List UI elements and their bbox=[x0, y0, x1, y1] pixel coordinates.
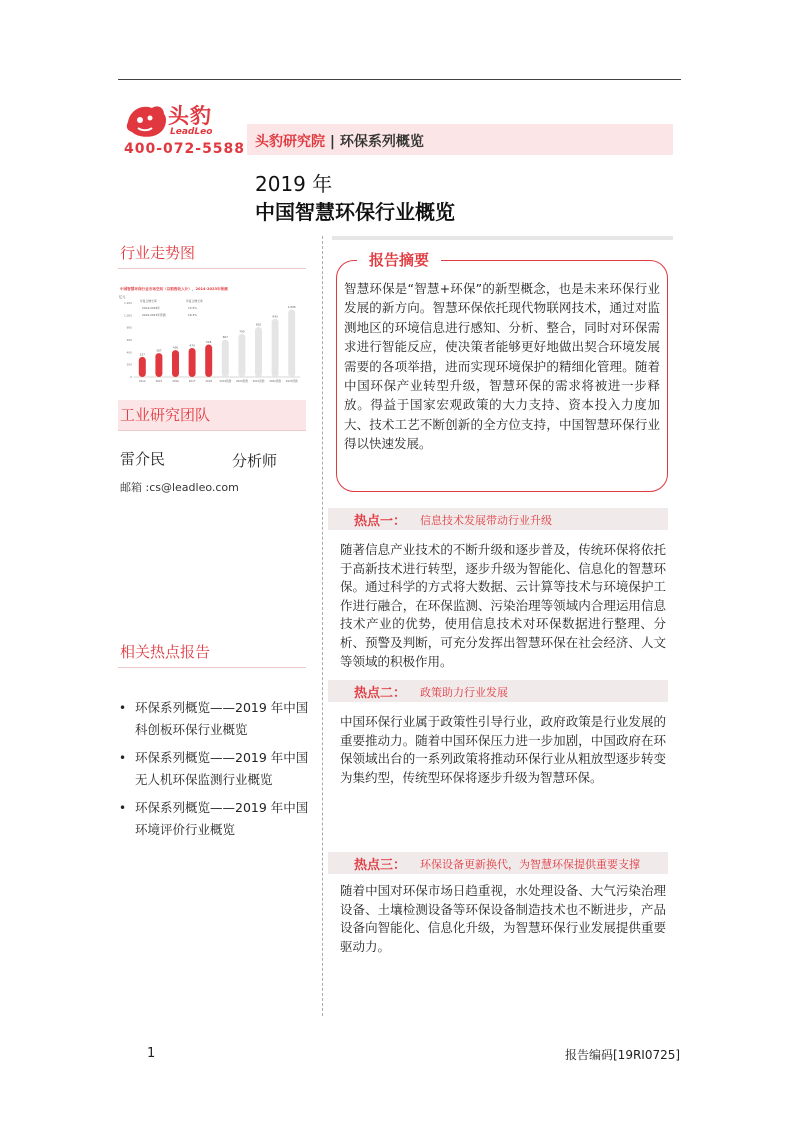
hotspot-marker-icon bbox=[332, 513, 344, 525]
bar-value-label: 810 bbox=[255, 322, 262, 327]
bar-value-label: 436 bbox=[172, 345, 179, 350]
x-tick-label: 2023预测 bbox=[285, 380, 298, 383]
bullet: • bbox=[119, 701, 127, 715]
chart-bar bbox=[139, 357, 146, 377]
y-tick-label: 1,000 bbox=[123, 313, 132, 318]
chart-bar bbox=[189, 348, 196, 377]
cagr-header: 年复合增长率 bbox=[186, 299, 203, 303]
hotspot-3-subtitle: 环保设备更新换代，为智慧环保提供重要支撑 bbox=[420, 858, 640, 871]
hotspot-1-body: 随著信息产业技术的不断升级和逐步普及，传统环保将依托于高新技术进行转型，逐步升级为智能化、信息化的智慧环保。通过科学的方式将大数据、云计算等技术与环境保护工作进行融合，在环保监测、污染治理等领域内合理运用信息技术产业的优势，使用信息技术对环保数据进行整理、分析、预警及判断，可充分发挥出智慧环保在社会经济、人文等领域的积极作用。 bbox=[340, 542, 666, 669]
cagr-row-label: 2019-2023年预测 bbox=[142, 313, 166, 317]
team-heading: 工业研究团队 bbox=[118, 400, 306, 431]
bar-value-label: 943 bbox=[272, 314, 278, 319]
y-tick-label: 1,200 bbox=[123, 301, 132, 305]
banner-text bbox=[255, 131, 424, 151]
cagr-row-label: 2014-2018年 bbox=[142, 306, 161, 310]
bar-value-label: 327 bbox=[139, 352, 145, 357]
related-report-item[interactable]: • 环保系列概览——2019 年中国科创板环保行业概览 bbox=[118, 697, 318, 741]
bar-value-label: 528 bbox=[206, 339, 212, 344]
report-title: 中国智慧环保行业概览 bbox=[255, 200, 455, 224]
hotspot-1-header bbox=[328, 508, 668, 530]
bar-value-label: 470 bbox=[189, 343, 195, 348]
bar-value-label: 700 bbox=[239, 329, 245, 334]
hotspot-3-body: 随着中国对环保市场日趋重视，水处理设备、大气污染治理设备、土壤检测设备等环保设备制造技术也不断进步，产品设备向智能化、信息化升级，为智慧环保行业发展提供重要驱动力。 bbox=[340, 883, 666, 954]
x-tick-label: 2017 bbox=[188, 380, 196, 383]
y-tick-label: 800 bbox=[126, 325, 132, 330]
institute-name: 头豹研究院 bbox=[255, 134, 325, 150]
brand-name-cn: 头豹 bbox=[168, 104, 212, 128]
bullet: • bbox=[119, 751, 127, 765]
y-tick-label: 0 bbox=[130, 375, 132, 379]
x-tick-label: 2021预测 bbox=[252, 380, 265, 383]
y-axis-label: 亿元 bbox=[119, 295, 126, 299]
chart-bar bbox=[222, 340, 229, 377]
chart-bar bbox=[288, 309, 295, 377]
hotspot-2-subtitle: 政策助力行业发展 bbox=[420, 686, 508, 699]
x-tick-label: 2014 bbox=[138, 380, 146, 383]
chart-bar bbox=[238, 334, 245, 377]
chart-bar bbox=[172, 350, 179, 377]
top-rule bbox=[118, 79, 681, 80]
chart-bar bbox=[255, 327, 262, 377]
summary-text: 智慧环保是“智慧+环保”的新型概念，也是未来环保行业发展的新方向。智慧环保依托现代物联网技术，通过对监测地区的环境信息进行感知、分析、整合，同时对环保需求进行智能反应，使决策者能够更好地做出契合环境发展需要的各项举措，进而实现环境保护的精细化管理。随着中国环保产业转型升级，智慧环保的需求将被进一步释放。得益于国家宏观政策的大力支持、资本投入力度加大、技术工艺不断创新的全方位支持，中国智慧环保行业得以快速发展。 bbox=[344, 281, 660, 452]
hotspot-2-header bbox=[328, 680, 668, 702]
hotspot-3-header bbox=[328, 852, 668, 874]
bar-value-label: 1,095 bbox=[287, 304, 296, 309]
page-number: 1 bbox=[147, 1046, 156, 1061]
section-rule bbox=[332, 236, 673, 240]
x-tick-label: 2015 bbox=[155, 380, 163, 383]
cagr-header: 年复合增长率 bbox=[140, 299, 157, 303]
hotspot-marker-icon bbox=[332, 685, 344, 697]
x-tick-label: 2018 bbox=[205, 380, 213, 383]
y-tick-label: 200 bbox=[126, 362, 132, 367]
related-heading: 相关热点报告 bbox=[118, 637, 306, 668]
y-tick-label: 600 bbox=[126, 338, 132, 342]
chart-bar bbox=[155, 353, 162, 377]
report-year: 2019 年 bbox=[255, 172, 333, 196]
column-divider bbox=[322, 236, 323, 1016]
author-email: 邮箱 :cs@leadleo.com bbox=[120, 481, 239, 494]
cagr-row-value: 16.3% bbox=[188, 313, 197, 317]
chart-title: 中国智慧环保行业市场空间（以销售收入计），2014-2023年预测 bbox=[120, 287, 228, 291]
hotspot-1-title: 热点一： bbox=[354, 514, 407, 529]
author-name: 雷介民 bbox=[120, 450, 166, 468]
chart-bar bbox=[272, 319, 279, 377]
hotspot-marker-icon bbox=[332, 857, 344, 869]
series-name: 环保系列概览 bbox=[339, 134, 424, 150]
x-tick-label: 2016 bbox=[172, 380, 179, 383]
brand-name-en: LeadLeo bbox=[170, 127, 213, 137]
x-tick-label: 2022预测 bbox=[269, 380, 281, 383]
trend-chart bbox=[118, 285, 303, 388]
trend-heading: 行业走势图 bbox=[118, 238, 306, 269]
phone-number: 400-072-5588 bbox=[124, 141, 246, 157]
author-role: 分析师 bbox=[232, 452, 278, 470]
y-tick-label: 400 bbox=[126, 350, 132, 355]
bullet: • bbox=[119, 801, 127, 815]
summary-label: 报告摘要 bbox=[357, 249, 441, 270]
hotspot-3-title: 热点三： bbox=[354, 858, 407, 873]
x-tick-label: 2019预测 bbox=[219, 380, 232, 383]
related-reports-list bbox=[118, 697, 318, 847]
hotspot-2-title: 热点二： bbox=[354, 686, 407, 701]
banner-separator: | bbox=[329, 134, 335, 150]
related-report-item[interactable]: • 环保系列概览——2019 年中国无人机环保监测行业概览 bbox=[118, 747, 318, 791]
cagr-row-value: 13.5% bbox=[188, 306, 197, 310]
bar-value-label: 387 bbox=[156, 348, 162, 353]
hotspot-2-body: 中国环保行业属于政策性引导行业，政府政策是行业发展的重要推动力。随着中国环保压力进一步加剧，中国政府在环保领域出台的一系列政策将推动环保行业从粗放型逐步转变为集约型，传统型环保将逐步升级为智慧环保。 bbox=[340, 714, 666, 785]
related-report-item[interactable]: • 环保系列概览——2019 年中国环境评价行业概览 bbox=[118, 797, 318, 841]
x-tick-label: 2020预测 bbox=[236, 380, 248, 383]
report-code: 报告编码[19RI0725] bbox=[565, 1048, 681, 1062]
hotspot-1-subtitle: 信息技术发展带动行业升级 bbox=[420, 514, 552, 527]
bar-value-label: 607 bbox=[222, 335, 228, 340]
chart-bar bbox=[205, 344, 212, 377]
